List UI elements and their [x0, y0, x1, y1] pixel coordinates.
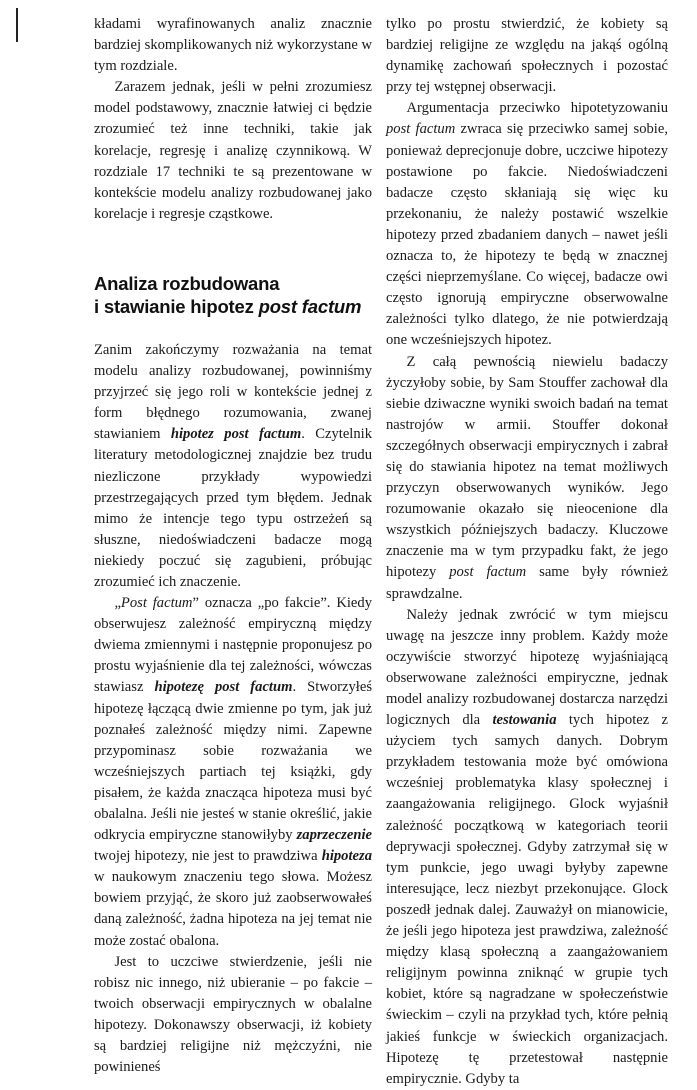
- key-term: testowania: [492, 712, 557, 729]
- heading-line-1: Analiza rozbudowana: [94, 272, 280, 294]
- paragraph: kładami wyrafinowanych analiz znacznie bardziej skomplikowanych niż wykorzystane w tym rozdziale.: [94, 16, 373, 75]
- paragraph: Jest to uczciwe stwierdzenie, jeśli nie robisz nic innego, niż ubieranie – po fakcie – twoich obserwacji empirycznych w obalalne hipotezy. Dokonawszy obserwacji, iż kobiety są bardziej religijne niż mężczyźni, nie powinieneś: [94, 953, 372, 1076]
- paragraph: Z całą pewnością niewielu badaczy życzyłoby sobie, by Sam Stouffer zachował dla siebie dziwaczne wyniki swoich badań na temat nastrojów w armii. Stouffer dokonał szczegółnych obserwacji empirycznych i zabrał się do stawiania hipotez na temat możliwych przyczyn obserwowanych wyników. Jego rozumowanie okazało się nieocenione dla wszystkich późniejszych badaczy. Kluczowe znaczenie ma w tym przypadku fakt, że jego hipotezy post factum same były również sprawdzalne.: [386, 353, 668, 602]
- right-column: [386, 14, 668, 1090]
- key-term: hipotez post factum: [170, 426, 302, 443]
- key-term: hipoteza: [321, 848, 372, 865]
- paragraph: „Post factum” oznacza „po fakcie”. Kiedy obserwujesz zależność empiryczną między dwiema zmiennymi i następnie proponujesz po prostu wyjaśnienie dla tej zależności, wówczas stawiasz hipotezę post factum. Stworzyłeś hipotezę łączącą dwie zmienne po tym, jak już poznałeś zależność między nimi. Zapewne przypominasz sobie rozważania we wcześniejszych partiach tej książki, gdy pisałem, że każda znacząca hipoteza musi być obalalna. Jeśli nie jesteś w stanie określić, jakie odkrycia empiryczne stanowiłyby zaprzeczenie twojej hipotezy, nie jest to prawdziwa hipoteza w naukowym znaczeniu tego słowa. Możesz bowiem przyjąć, że skoro już zaobserwowałeś daną zależność, żadna hipoteza na jej temat nie może zostać obalona.: [94, 595, 372, 949]
- margin-rule: [16, 8, 18, 42]
- key-term: hipotezę post factum: [154, 679, 293, 696]
- section-heading: [94, 272, 372, 318]
- spacer: [94, 225, 372, 272]
- paragraph: Argumentacja przeciwko hipotetyzowaniu post factum zwraca się przeciwko samej sobie, ponieważ deprecjonuje dobre, uczciwe hipotezy postawione po fakcie. Niedoświadczeni badacze często skłaniają się więc ku przekonaniu, że należy postawić wszelkie hipotezy przed zbadaniem danych – nawet jeśli oznacza to, że hipotezy te będą w znacznej części nieprzemyślane. Co więcej, badacze owi często ignorują empiryczne obserwowalne zależności tylko dlatego, że nie potwierdzają one wcześniejszych hipotez.: [386, 100, 668, 349]
- key-term: zaprzeczenie: [296, 827, 372, 844]
- heading-italic: post factum: [258, 295, 362, 317]
- left-column: [94, 14, 372, 1078]
- paragraph: Należy jednak zwrócić w tym miejscu uwagę na jeszcze inny problem. Każdy może oczywiście stworzyć hipotezę wyjaśniającą obserwowane zależności empiryczne, jednak model analizy rozbudowanej dostarcza narzędzi logicznych dla testowania tych hipotez z użyciem tych samych danych. Dobrym przykładem testowania może być omówiona wcześniej problematyka klasy społecznej i zaangażowania religijnego. Glock wyjaśnił zależność początkową w kategoriach teorii deprywacji społecznej. Gdyby zatrzymał się w tym punkcie, jego uwagi byłyby zapewne interesujące, lecz niezbyt przekonujące. Glock poszedł jednak dalej. Zauważył on mianowicie, że jeśli jego hipoteza jest prawdziwa, zależność między klasą społeczną a zaangażowaniem religijnym powinna zniknąć w grupie tych kobiet, które są nagradzane w społeczeństwie świeckim – czyli na przykład tych, które pełnią jakieś funkcje w świeckich organizacjach. Hipotezę tę przetestował następnie empirycznie. Gdyby ta: [386, 606, 668, 1087]
- paragraph: Zarazem jednak, jeśli w pełni zrozumiesz model podstawowy, znacznie łatwiej ci będzie zrozumieć też inne techniki, takie jak korelacje, regresję i analizę czynnikową. W rozdziale 17 techniki te są prezentowane w kontekście modelu analizy rozbudowanej jako korelacje i regresje cząstkowe.: [94, 79, 372, 222]
- paragraph: tylko po prostu stwierdzić, że kobiety są bardziej religijne ze względu na jakąś ogólną dynamikę zachowań społecznych i pozostać przy tej wstępnej obserwacji.: [386, 16, 668, 96]
- paragraph: Zanim zakończymy rozważania na temat modelu analizy rozbudowanej, powinniśmy przyjrzeć się jego roli w kontekście jednej z form błędnego rozumowania, zwanej stawianiem hipotez post factum. Czytelnik literatury metodologicznej znajdzie bez trudu niezliczone przykłady wypowiedzi przestrzegających przed tym błędem. Jednak mimo że intencje tego typu ostrzeżeń są słuszne, niedoświadczeni badacze mogą niekiedy poczuć się zagubieni, próbując zrozumieć ich znaczenie.: [94, 341, 372, 590]
- heading-line-2: i stawianie hipotez: [94, 295, 254, 317]
